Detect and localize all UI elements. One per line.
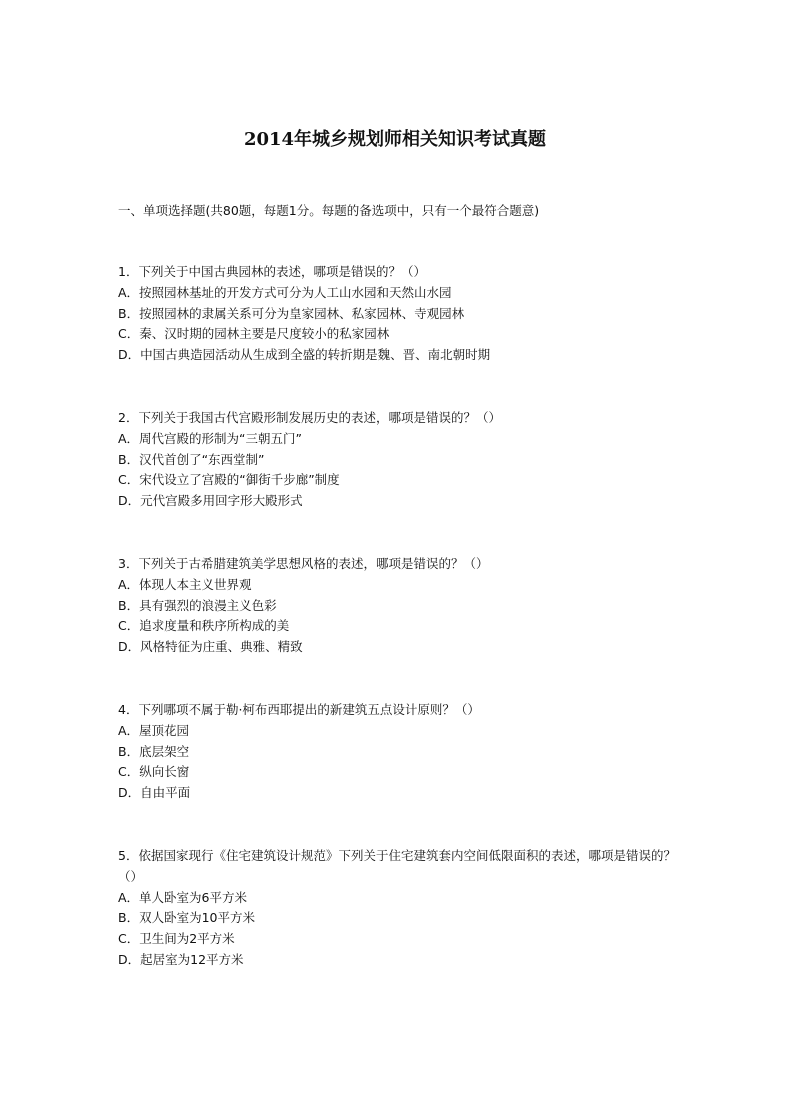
option-b: B．汉代首创了“东西堂制” bbox=[118, 451, 265, 467]
option-b: B．底层架空 bbox=[118, 743, 190, 759]
question-stem: 1．下列关于中国古典园林的表述，哪项是错误的？（） bbox=[118, 264, 426, 279]
option-list bbox=[118, 283, 678, 366]
option-d: D．中国古典造园活动从生成到全盛的转折期是魏、晋、南北朝时期 bbox=[118, 347, 491, 363]
option-b: B．双人卧室为10平方米 bbox=[118, 910, 255, 926]
option-list bbox=[118, 721, 678, 804]
option-c: C．纵向长窗 bbox=[118, 764, 190, 780]
option-b: B．按照园林的隶属关系可分为皇家园林、私家园林、寺观园林 bbox=[118, 305, 465, 321]
option-d: D．风格特征为庄重、典雅、精致 bbox=[118, 639, 303, 655]
option-a: A．周代宫殿的形制为“三朝五门” bbox=[118, 430, 303, 446]
question-stem: 5．依据国家现行《住宅建筑设计规范》下列关于住宅建筑套内空间低限面积的表述，哪项是错误的？（） bbox=[118, 848, 676, 884]
option-list bbox=[118, 575, 678, 658]
question-stem: 4．下列哪项不属于勒·柯布西耶提出的新建筑五点设计原则？（） bbox=[118, 702, 480, 717]
question-4 bbox=[118, 700, 678, 804]
option-d: D．自由平面 bbox=[118, 785, 191, 801]
option-c: C．追求度量和秩序所构成的美 bbox=[118, 618, 290, 634]
option-a: A．按照园林基址的开发方式可分为人工山水园和天然山水园 bbox=[118, 284, 452, 300]
option-list bbox=[118, 429, 678, 512]
option-c: C．秦、汉时期的园林主要是尺度较小的私家园林 bbox=[118, 326, 390, 342]
question-stem: 2．下列关于我国古代宫殿形制发展历史的表述，哪项是错误的？（） bbox=[118, 410, 501, 425]
question-1 bbox=[118, 262, 678, 366]
question-5 bbox=[118, 846, 678, 971]
option-c: C．卫生间为2平方米 bbox=[118, 931, 235, 947]
option-d: D．起居室为12平方米 bbox=[118, 951, 244, 967]
option-list bbox=[118, 888, 678, 971]
question-3 bbox=[118, 554, 678, 658]
option-a: A．体现人本主义世界观 bbox=[118, 576, 252, 592]
option-c: C．宋代设立了宫殿的“御街千步廊”制度 bbox=[118, 472, 340, 488]
option-a: A．屋顶花园 bbox=[118, 722, 190, 738]
option-b: B．具有强烈的浪漫主义色彩 bbox=[118, 597, 277, 613]
option-a: A．单人卧室为6平方米 bbox=[118, 889, 248, 905]
section-heading: 一、单项选择题(共80题，每题1分。每题的备选项中，只有一个最符合题意) bbox=[118, 203, 540, 218]
option-d: D．元代宫殿多用回字形大殿形式 bbox=[118, 493, 303, 509]
page-title: 2014年城乡规划师相关知识考试真题 bbox=[243, 129, 547, 150]
question-stem: 3．下列关于古希腊建筑美学思想风格的表述，哪项是错误的？（） bbox=[118, 556, 489, 571]
question-2 bbox=[118, 408, 678, 512]
